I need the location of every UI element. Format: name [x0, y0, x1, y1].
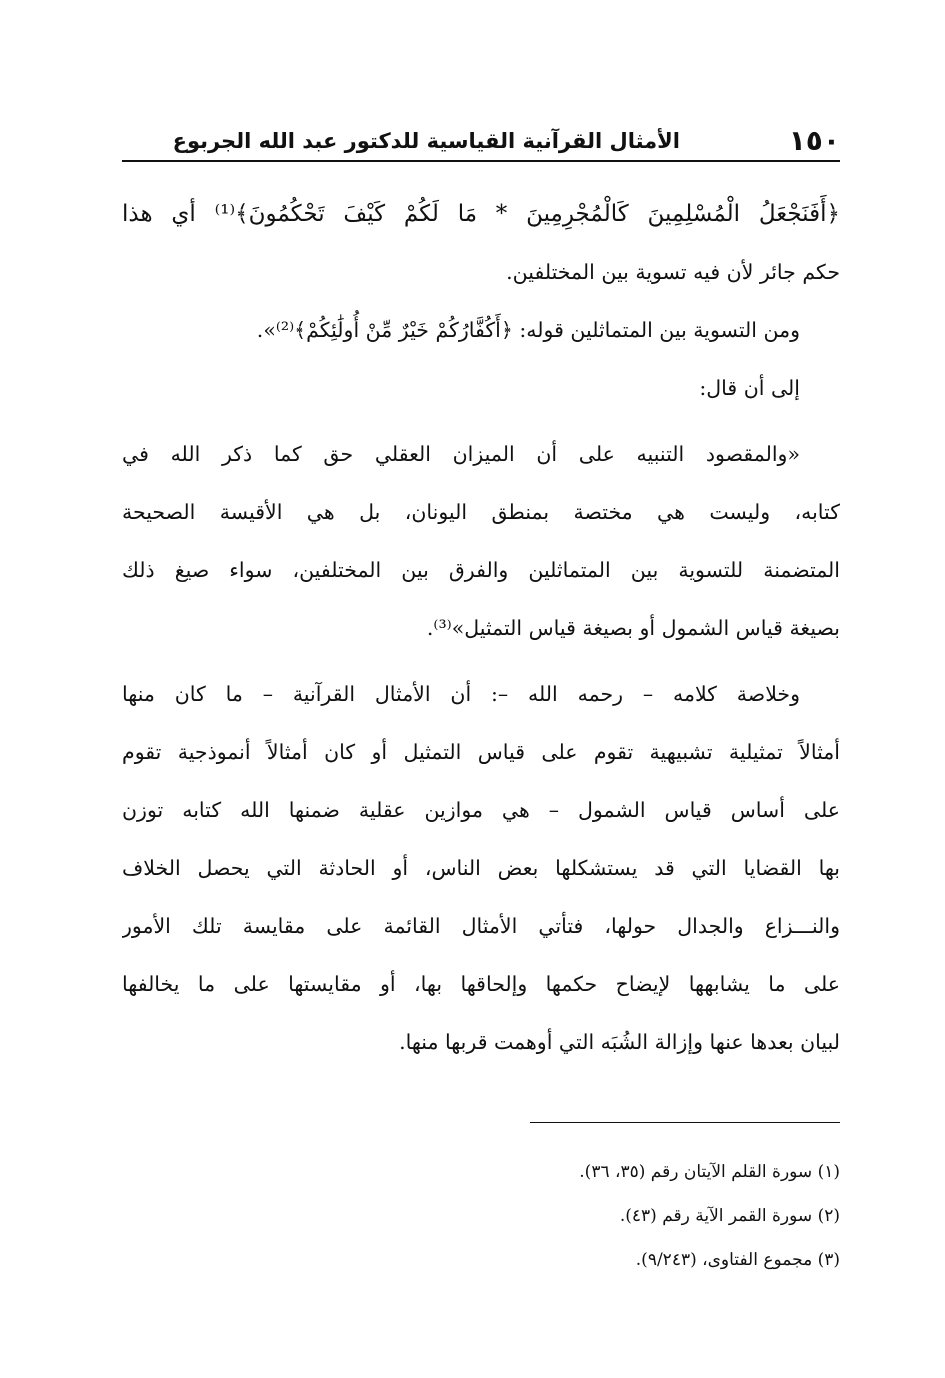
footnote-rule — [530, 1122, 840, 1123]
footnote-1: (١) سورة القلم الآيتان رقم (٣٥، ٣٦). — [579, 1162, 840, 1182]
text-line: أمثالاً تمثيلية تشبيهية تقوم على قياس التمثيل أو كان أمثالاً أنموذجية تقوم — [122, 740, 840, 764]
text-line: على أساس قياس الشمول – هي موازين عقلية ضمنها الله كتابه توزن — [122, 798, 840, 822]
footnote-3: (٣) مجموع الفتاوى، (٩/٢٤٣). — [635, 1250, 840, 1270]
text-line: على ما يشابهها لإيضاح حكمها وإلحاقها بها، أو مقايستها على ما يخالفها — [122, 972, 840, 996]
text-line: ﴿أَفَنَجْعَلُ الْمُسْلِمِينَ كَالْمُجْرِمِينَ * مَا لَكُمْ كَيْفَ تَحْكُمُونَ﴾⁽¹⁾ أي هذا — [122, 201, 840, 227]
footnotes — [440, 1150, 840, 1282]
text-line: إلى أن قال: — [699, 376, 800, 400]
text-line: بها القضايا التي قد يستشكلها بعض الناس، أو الحادثة التي يحصل الخلاف — [122, 856, 840, 880]
text-line: «والمقصود التنبيه على أن الميزان العقلي حق كما ذكر الله في — [122, 442, 800, 466]
running-title: الأمثال القرآنية القياسية للدكتور عبد الله الجربوع — [172, 129, 680, 153]
text-line: والنـــزاع والجدال حولها، فتأتي الأمثال القائمة على مقايسة تلك الأمور — [122, 914, 840, 938]
text-line: حكم جائر لأن فيه تسوية بين المختلفين. — [506, 260, 840, 284]
header-rule — [122, 160, 840, 162]
text-line: المتضمنة للتسوية بين المتماثلين والفرق بين المختلفين، سواء صيغ ذلك — [122, 558, 840, 582]
main-text — [122, 185, 840, 1071]
text-line: وخلاصة كلامه – رحمه الله –: أن الأمثال القرآنية – ما كان منها — [122, 682, 800, 706]
page-number: ١٥٠ — [788, 124, 840, 157]
text-line: كتابه، وليست هي مختصة بمنطق اليونان، بل هي الأقيسة الصحيحة — [122, 500, 840, 524]
text-line: لبيان بعدها عنها وإزالة الشُبَه التي أوهمت قربها منها. — [399, 1030, 840, 1054]
text-line: ومن التسوية بين المتماثلين قوله: ﴿أَكُفَّارُكُمْ خَيْرٌ مِّنْ أُولَٰئِكُمْ﴾⁽²⁾». — [256, 318, 800, 342]
text-line: بصيغة قياس الشمول أو بصيغة قياس التمثيل»⁽³⁾. — [426, 616, 840, 640]
page-header — [122, 122, 840, 160]
footnote-2: (٢) سورة القمر الآية رقم (٤٣). — [619, 1206, 840, 1226]
